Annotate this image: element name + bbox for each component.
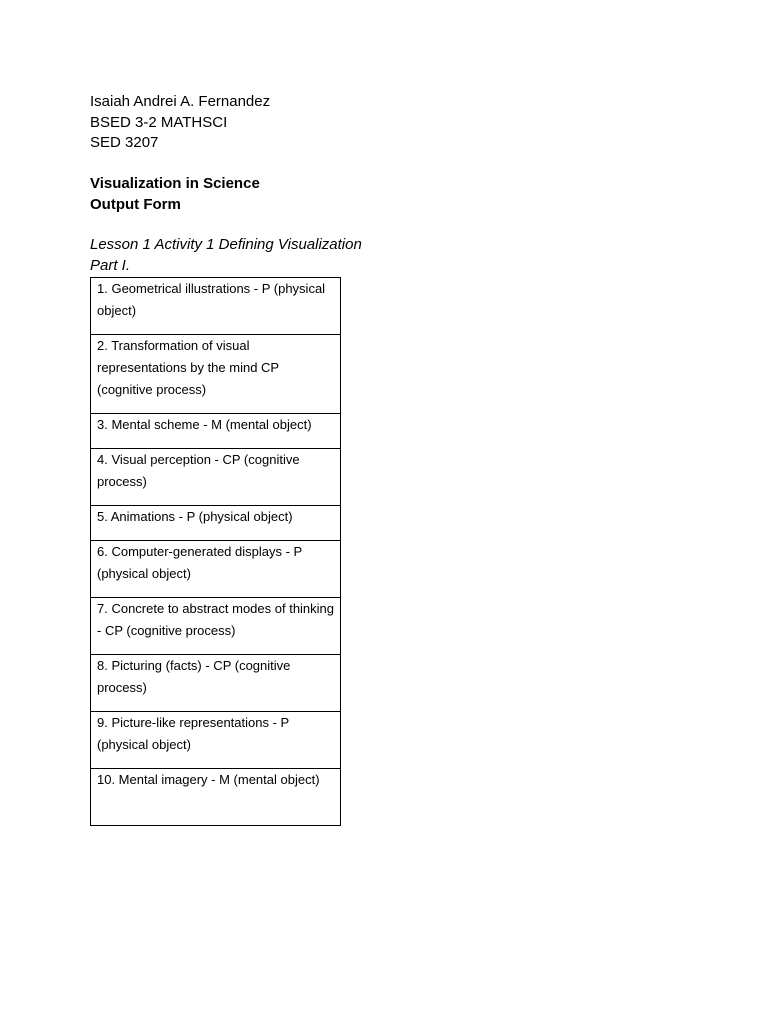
title-line-1: Visualization in Science xyxy=(90,175,260,192)
item-text: 10. Mental imagery - M (mental object) xyxy=(97,772,320,787)
table-cell xyxy=(91,449,341,506)
table-row xyxy=(91,414,341,449)
item-text: 6. Computer-generated displays - P (physical object) xyxy=(97,544,302,581)
table-cell xyxy=(91,655,341,712)
item-text: 1. Geometrical illustrations - P (physical object) xyxy=(97,281,326,318)
item-text: 8. Picturing (facts) - CP (cognitive process) xyxy=(97,658,291,695)
table-cell xyxy=(91,541,341,598)
table-row xyxy=(91,598,341,655)
document-title xyxy=(90,174,260,215)
student-section: BSED 3-2 MATHSCI xyxy=(90,113,228,131)
course-code: SED 3207 xyxy=(90,134,159,151)
table-row xyxy=(91,506,341,541)
student-name: Isaiah Andrei A. Fernandez xyxy=(90,93,271,110)
item-text: 3. Mental scheme - M (mental object) xyxy=(97,417,312,432)
table-cell xyxy=(91,598,341,655)
lesson-part: Part I. xyxy=(90,256,131,274)
table-cell xyxy=(91,506,341,541)
table-cell xyxy=(91,335,341,414)
table-cell xyxy=(91,712,341,769)
table-row xyxy=(91,335,341,414)
table-row xyxy=(91,712,341,769)
item-text: 4. Visual perception - CP (cognitive process) xyxy=(97,452,300,489)
item-text: 9. Picture-like representations - P (physical object) xyxy=(97,715,289,752)
table-row xyxy=(91,769,341,826)
item-text: 5. Animations - P (physical object) xyxy=(97,509,293,524)
title-line-2: Output Form xyxy=(90,195,181,213)
table-cell xyxy=(91,278,341,335)
author-info xyxy=(90,92,270,154)
answers-table xyxy=(90,277,341,826)
lesson-heading-block xyxy=(90,235,362,276)
table-row xyxy=(91,655,341,712)
item-text: 2. Transformation of visual representations by the mind CP (cognitive process) xyxy=(97,338,279,397)
table-cell xyxy=(91,414,341,449)
table-cell xyxy=(91,769,341,826)
lesson-heading: Lesson 1 Activity 1 Defining Visualization xyxy=(90,236,362,253)
table-row xyxy=(91,278,341,335)
item-text: 7. Concrete to abstract modes of thinking - CP (cognitive process) xyxy=(97,601,335,638)
table-row xyxy=(91,449,341,506)
table-row xyxy=(91,541,341,598)
